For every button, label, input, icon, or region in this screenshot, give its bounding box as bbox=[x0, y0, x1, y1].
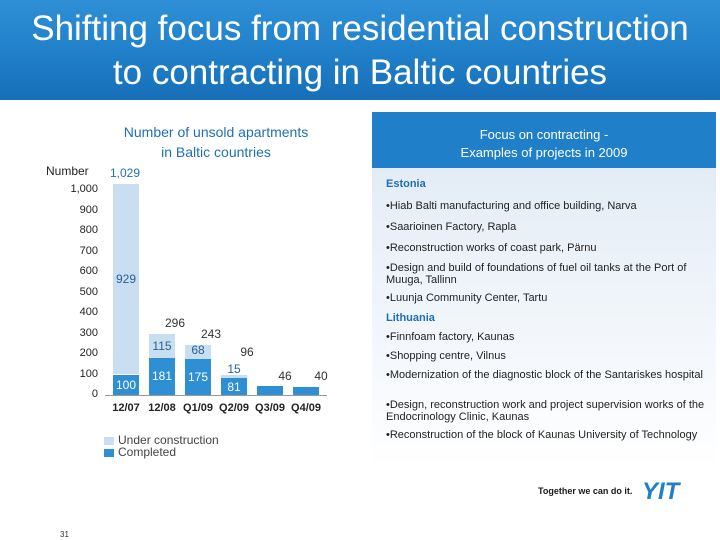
y-tick-label: 600 bbox=[79, 265, 98, 277]
x-tick-label: Q3/09 bbox=[255, 402, 285, 414]
data-label-total: 46 bbox=[278, 369, 292, 383]
data-label-total: 1,029 bbox=[109, 166, 141, 181]
page-title-line-1: Shifting focus from residential construction bbox=[31, 9, 689, 48]
logo-tagline: Together we can do it. bbox=[538, 486, 633, 496]
data-label-under-construction: 929 bbox=[115, 272, 137, 287]
title-banner bbox=[0, 0, 720, 100]
x-tick-label: 12/07 bbox=[112, 402, 140, 414]
country-lithuania: Lithuania bbox=[386, 312, 435, 324]
y-tick-label: 500 bbox=[79, 285, 98, 298]
chart-title-line-1: Number of unsold apartments bbox=[123, 124, 309, 140]
data-label-under-construction: 115 bbox=[152, 339, 172, 354]
y-tick-label: 0 bbox=[91, 388, 98, 400]
data-label-completed: 181 bbox=[151, 369, 173, 384]
list-item: •Finnfoam factory, Kaunas bbox=[386, 331, 515, 343]
x-tick-label: Q4/09 bbox=[291, 402, 321, 414]
data-label-completed: 81 bbox=[227, 379, 241, 394]
page-title-line-2: to contracting in Baltic countries bbox=[112, 53, 608, 92]
legend-label-under-construction: Under construction bbox=[118, 433, 219, 447]
y-tick-label: 300 bbox=[79, 326, 98, 339]
x-axis-line bbox=[105, 395, 327, 396]
bar-completed bbox=[293, 387, 319, 395]
y-tick-label: 700 bbox=[79, 244, 98, 257]
list-item: •Saarioinen Factory, Rapla bbox=[386, 221, 517, 233]
y-tick-label: 1,000 bbox=[70, 183, 98, 195]
x-tick-label: Q2/09 bbox=[219, 402, 249, 414]
yit-logo bbox=[538, 478, 708, 509]
chart-title bbox=[86, 122, 346, 162]
legend-label-completed: Completed bbox=[118, 445, 177, 459]
data-label-completed: 100 bbox=[115, 377, 137, 392]
list-item: •Luunja Community Center, Tartu bbox=[386, 292, 548, 304]
data-label-total: 243 bbox=[200, 327, 222, 342]
data-label-total: 40 bbox=[314, 369, 328, 383]
y-tick-label: 200 bbox=[79, 347, 98, 359]
country-estonia: Estonia bbox=[386, 178, 426, 190]
panel-heading-line-2: Examples of projects in 2009 bbox=[460, 145, 628, 160]
list-item: •Modernization of the diagnostic block of the Santariskes hospital bbox=[386, 369, 703, 381]
list-item: •Shopping centre, Vilnus bbox=[386, 350, 506, 362]
data-label-under-construction: 15 bbox=[227, 362, 241, 377]
list-item: •Hiab Balti manufacturing and office building, Narva bbox=[386, 200, 637, 212]
chart-title-line-2: in Baltic countries bbox=[161, 144, 271, 160]
yit-logo-graphic bbox=[538, 478, 708, 504]
data-label-completed: 175 bbox=[187, 370, 209, 385]
x-tick-label: 12/08 bbox=[148, 402, 176, 414]
data-label-total: 96 bbox=[240, 345, 254, 360]
y-axis-label: Number bbox=[46, 164, 89, 178]
data-label-under-construction: 68 bbox=[191, 343, 205, 358]
list-item: •Design, reconstruction work and project supervision works of the Endocrinology Clinic, Kaunas bbox=[386, 399, 705, 423]
bar-completed bbox=[257, 386, 283, 395]
projects-panel-heading bbox=[372, 112, 716, 168]
y-tick-label: 900 bbox=[79, 203, 98, 216]
y-tick-label: 800 bbox=[79, 224, 98, 236]
list-item: •Design and build of foundations of fuel oil tanks at the Port of Muuga, Tallinn bbox=[386, 262, 687, 286]
logo-wordmark: YIT bbox=[642, 478, 680, 504]
panel-heading-line-1: Focus on contracting - bbox=[479, 127, 609, 142]
page-number: 31 bbox=[60, 530, 69, 539]
list-item: •Reconstruction of the block of Kaunas University of Technology bbox=[386, 429, 698, 441]
data-label-total: 296 bbox=[164, 316, 186, 331]
x-tick-label: Q1/09 bbox=[183, 402, 213, 414]
y-tick-label: 400 bbox=[79, 306, 98, 318]
y-tick-label: 100 bbox=[79, 367, 98, 380]
list-item: •Reconstruction works of coast park, Pärnu bbox=[386, 242, 597, 254]
legend-swatch-completed bbox=[104, 449, 114, 457]
legend-swatch-under-construction bbox=[104, 437, 114, 445]
